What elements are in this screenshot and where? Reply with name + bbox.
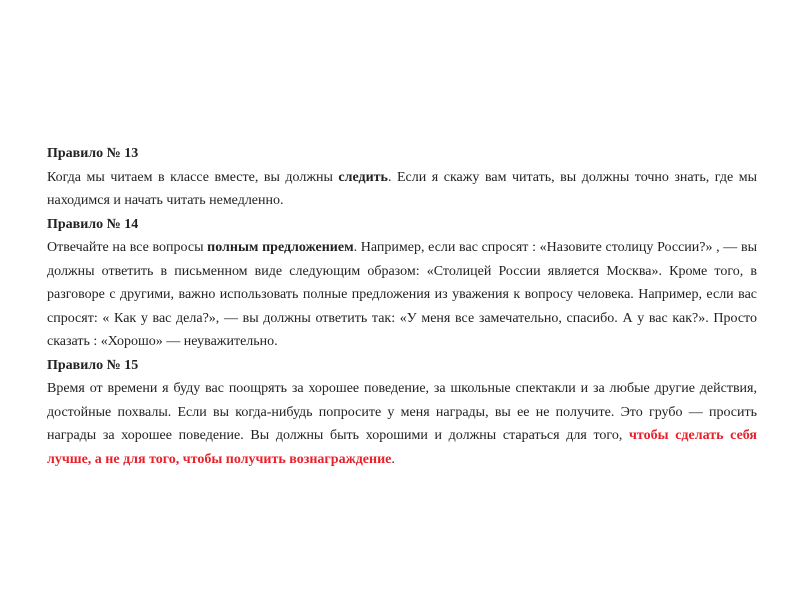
rule-14-text-after: . Например, если вас спросят : «Назовите столицу России?» , — вы должны ответить в письменном виде следующим образом: «Столицей России является Москва». Кроме того, в разговоре с другими, важно использовать полные предложения из уважения к вопросу человека. Например, если вас спросят: « Как у вас дела?», — вы должны ответить так: «У меня все замечательно, спасибо. А у вас как?». Просто сказать : «Хорошо» — неуважительно. — [47, 240, 757, 349]
rule-15-heading: Правило № 15 — [47, 357, 139, 373]
rule-13-text-before: Когда мы читаем в классе вместе, вы должны — [47, 169, 339, 185]
rule-15-red-emphasis: чтобы сделать себя лучше, а не для того, чтобы получить вознаграждение — [47, 428, 758, 467]
rule-13-emphasis: следить — [338, 169, 388, 185]
rule-13-body — [47, 166, 757, 213]
rule-14-heading: Правило № 14 — [47, 216, 139, 232]
rules-content — [47, 142, 757, 471]
rule-15-text-after: . — [391, 451, 395, 467]
rule-15-body — [47, 377, 757, 471]
rule-15-text-before: Время от времени я буду вас поощрять за хорошее поведение, за школьные спектакли и за любые другие действия, достойные похвалы. Если вы когда-нибудь попросите у меня награды, вы ее не получите. Это грубо — просить награды за хорошее поведение. Вы должны быть хорошими и должны стараться для того, — [47, 381, 757, 443]
rule-14-body — [47, 236, 757, 354]
rule-13-heading: Правило № 13 — [47, 146, 139, 161]
rule-14-text-before: Отвечайте на все вопросы — [47, 240, 208, 255]
rule-14-emphasis: полным предложением — [207, 240, 354, 255]
rule-13-text-after: . Если я скажу вам читать, вы должны точно знать, где мы находимся и начать читать немедленно. — [47, 169, 757, 208]
